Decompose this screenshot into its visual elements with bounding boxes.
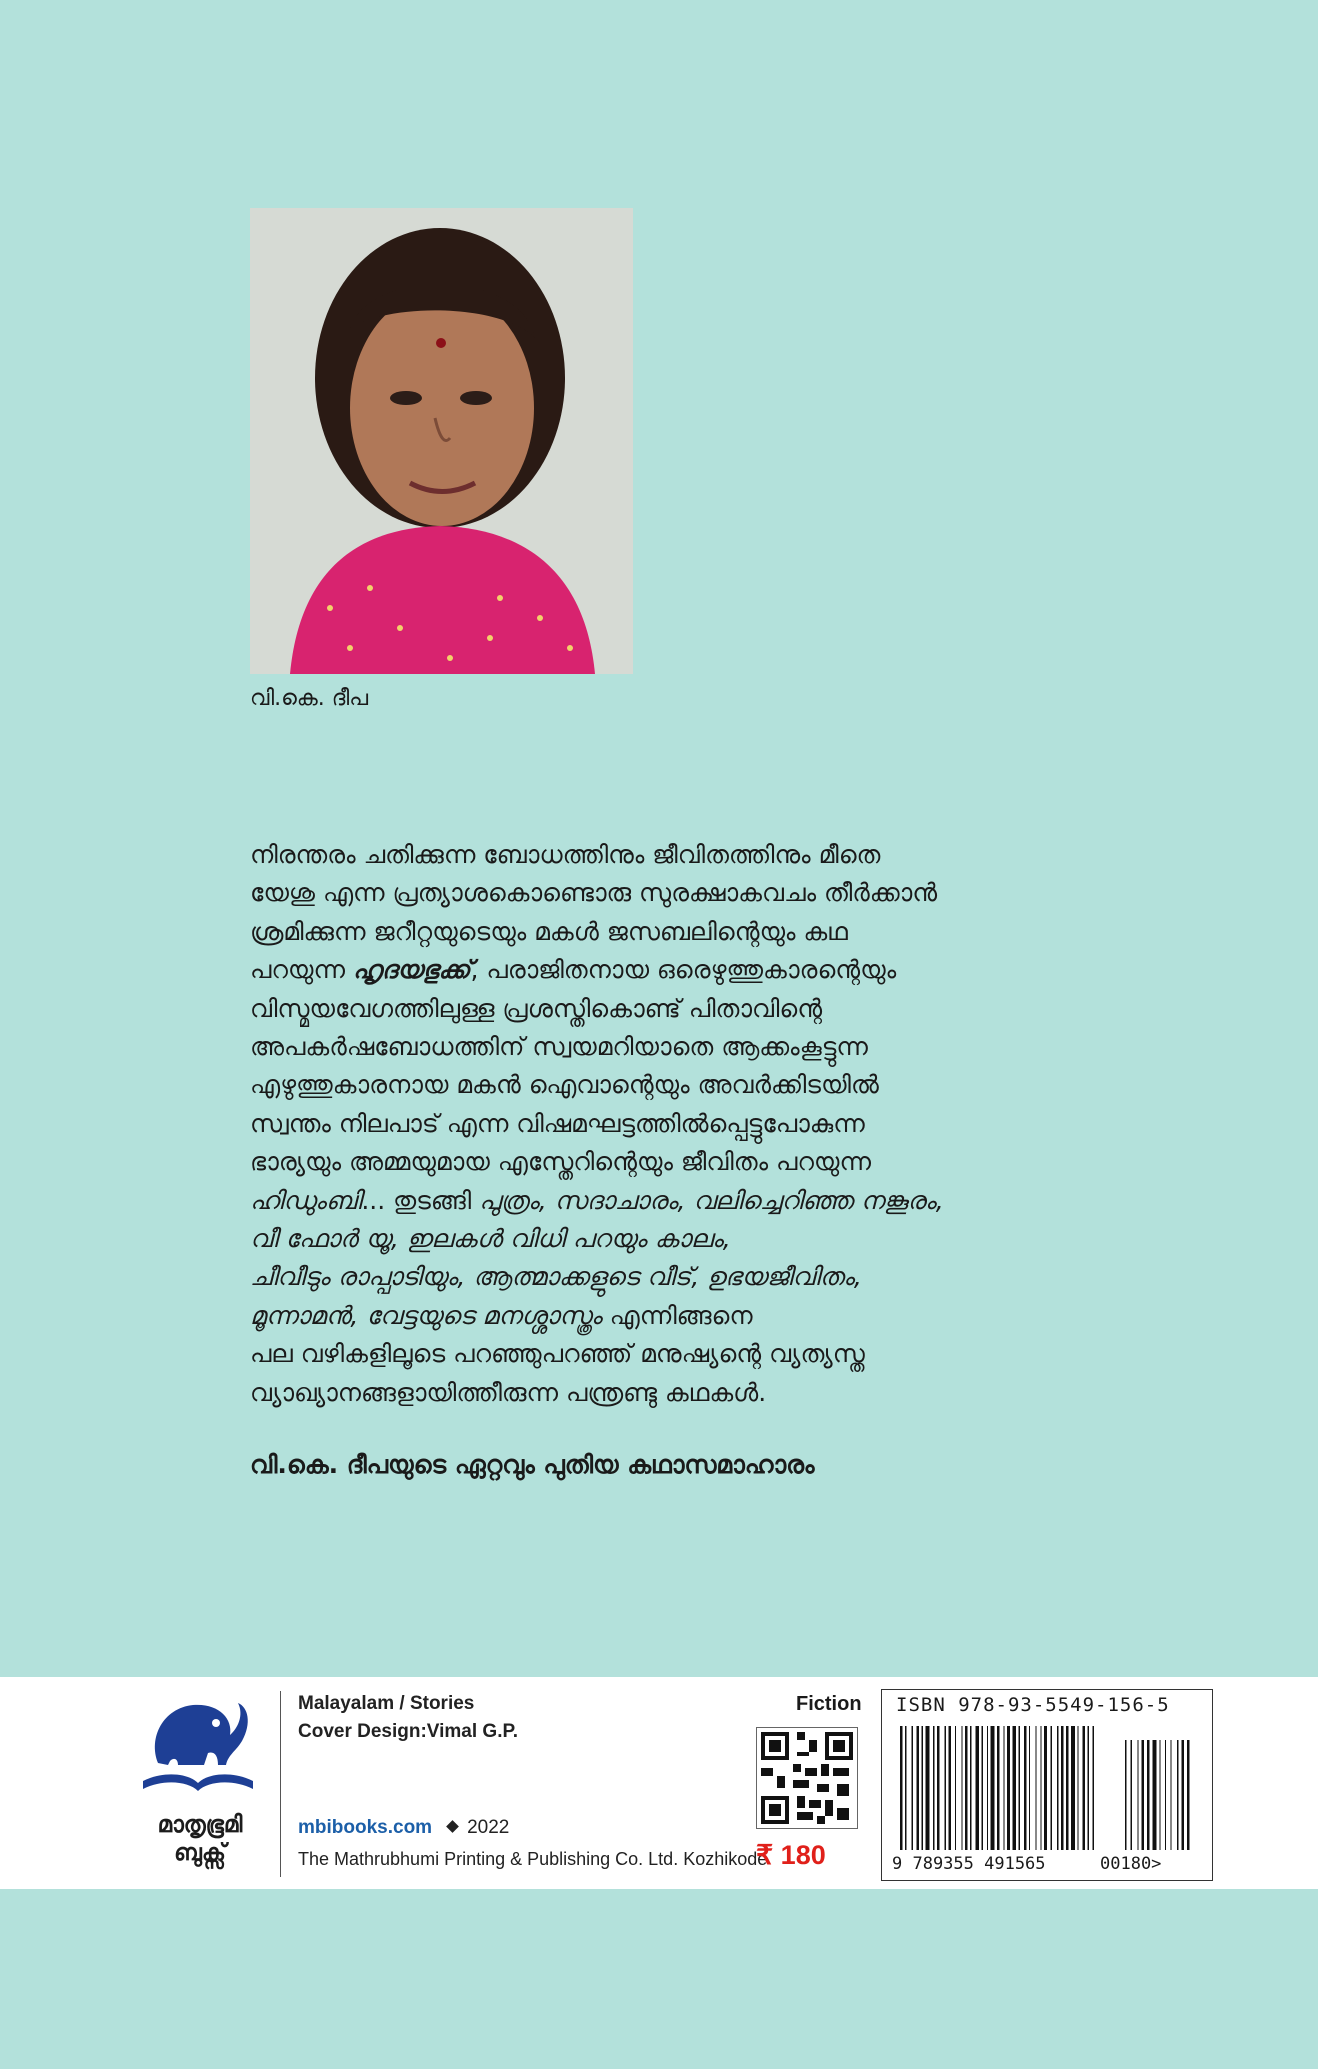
blurb-line [250,1258,1130,1296]
barcode-bar [1024,1726,1027,1850]
genre-label: Fiction [796,1693,862,1715]
footer-divider [280,1691,281,1877]
barcode-bar [1159,1740,1160,1850]
website-link[interactable]: mbibooks.com [298,1817,433,1838]
barcode-bar [1147,1740,1150,1850]
blurb-text: ... തുടങ്ങി [361,1185,480,1215]
barcode-digits: 9 789355 491565 [892,1854,1046,1874]
blurb-line [250,951,1130,989]
barcode-bar [1066,1726,1069,1850]
author-caption: വി.കെ. ദീപ [250,686,369,711]
barcode-bar [1003,1726,1004,1850]
barcode-bar [975,1726,979,1850]
barcode-bar [1093,1726,1094,1850]
barcode-bar [1181,1740,1184,1850]
barcode-bar [961,1726,962,1850]
qr-code-icon[interactable] [756,1727,858,1829]
blurb-text: പറയുന്ന [250,955,353,985]
barcode-bar [1077,1726,1078,1850]
barcode-bar [949,1726,952,1850]
blurb-line: വ്യാഖ്യാനങ്ങളായിത്തീരുന്ന പന്ത്രണ്ടു കഥകൾ. [250,1377,767,1407]
barcode-bar [937,1726,940,1850]
price-label: ₹ 180 [756,1840,826,1870]
tagline: വി.കെ. ദീപയുടെ ഏറ്റവും പുതിയ കഥാസമാഹാരം [250,1450,815,1479]
barcode-bar [955,1726,956,1850]
story-title: പുത്രം, സദാചാരം, വലിച്ചെറിഞ്ഞ നങ്കൂരം, [479,1185,944,1215]
blurb [250,836,1130,1412]
blurb-line: എഴുത്തുകാരനായ മകൻ ഐവാന്റെയും അവർക്കിടയിൽ [250,1070,879,1100]
isbn-barcode-box [881,1689,1213,1881]
blurb-line: വിസ്മയവേഗത്തിലുള്ള പ്രശസ്തികൊണ്ട് പിതാവിന്റെ [250,993,823,1023]
barcode-bar [1125,1740,1126,1850]
barcode-bar [1029,1726,1030,1850]
category-label: Malayalam / Stories [298,1693,475,1714]
barcode-bar [987,1726,988,1850]
barcode-bar [945,1726,946,1850]
barcode-bar [1051,1726,1052,1850]
barcode-bar [970,1726,971,1850]
barcode-bar [1170,1740,1171,1850]
barcode-bar [1153,1740,1157,1850]
publisher-name: The Mathrubhumi Printing & Publishing Co. Ltd. Kozhikode [298,1849,768,1869]
barcode-bar [905,1726,906,1850]
barcode-bar [917,1726,920,1850]
logo-line: ബുക്സ് [174,1840,226,1866]
blurb-text: എന്നിങ്ങനെ [601,1300,753,1330]
blurb-line: യേശു എന്ന പ്രത്യാശകൊണ്ടൊരു സുരക്ഷാകവചം തീർക്കാൻ [250,878,938,908]
barcode-bar [1187,1740,1190,1850]
isbn-number: ISBN 978-93-5549-156-5 [896,1694,1170,1716]
story-title: ചീവീടും രാപ്പാടിയും, ആത്മാക്കളുടെ വീട്, ഉഭയജീവിതം, [250,1262,862,1292]
blurb-line [250,1220,1130,1258]
barcode-icon [900,1726,1200,1856]
blurb-line: പല വഴികളിലൂടെ പറഞ്ഞുപറഞ്ഞ് മനുഷ്യന്റെ വ്യത്യസ്ത [250,1339,865,1369]
barcode-bar [922,1726,923,1850]
diamond-icon [446,1820,459,1833]
barcode-bar [1083,1726,1086,1850]
blurb-line: നിരന്തരം ചതിക്കുന്ന ബോധത്തിനും ജീവിതത്തിനും മീതെ [250,840,881,869]
barcode-bar [1165,1740,1166,1850]
barcode-bar [1061,1726,1064,1850]
barcode-bar [1088,1726,1089,1850]
blurb-text: , പരാജിതനായ ഒരെഴുത്തുകാരന്റെയും [470,955,897,985]
story-title: ഹിഡുംബി [250,1185,362,1215]
blurb-line [250,1297,1130,1335]
barcode-bar [991,1726,995,1850]
barcode-bar [1035,1726,1036,1850]
publication-year: 2022 [467,1817,510,1838]
barcode-bar [1057,1726,1058,1850]
barcode-bar [997,1726,1000,1850]
story-title: വീ ഫോർ യൂ, ഇലകൾ വിധി പറയും കാലം, [250,1224,731,1254]
footer-band [0,1677,1318,1889]
story-title: മൂന്നാമൻ, വേട്ടയുടെ മനശ്ശാസ്ത്രം [250,1300,602,1330]
barcode-bar [1131,1740,1132,1850]
barcode-bar [1007,1726,1010,1850]
cover-design-credit: Cover Design:Vimal G.P. [298,1721,518,1742]
barcode-bar [1177,1740,1178,1850]
barcode-bar [965,1726,968,1850]
elephant-book-logo-icon [138,1693,258,1803]
barcode-bar [1071,1726,1075,1850]
barcode-bar [912,1726,913,1850]
barcode-bar [1012,1726,1016,1850]
author-photo [250,208,633,674]
logo-line: മാതൃഭൂമി [157,1812,243,1838]
story-title: ഹൃദയഭുക്ക് [352,955,471,985]
barcode-bar [900,1726,903,1850]
barcode-bar [1142,1740,1145,1850]
website-line [298,1817,509,1839]
publisher-logo-text [130,1811,270,1867]
author-portrait-illustration [250,208,633,674]
barcode-bar [933,1726,934,1850]
barcode-bar [982,1726,983,1850]
addon-digits: 00180> [1100,1854,1162,1874]
blurb-line [250,1182,1130,1220]
barcode-bar [1044,1726,1047,1850]
blurb-line: അപകർഷബോധത്തിന് സ്വയമറിയാതെ ആക്കംകൂട്ടുന്ന [250,1032,868,1062]
barcode-bar [1137,1740,1138,1850]
blurb-line: ഭാര്യയും അമ്മയുമായ എസ്തേറിന്റെയും ജീവിതം പറയുന്ന [250,1147,871,1177]
barcode-bar [1019,1726,1020,1850]
barcode-bar [926,1726,930,1850]
blurb-line: ശ്രമിക്കുന്ന ജറീറ്റയുടെയും മകൾ ജസബലിന്റെയും കഥ [250,916,848,946]
blurb-line: സ്വന്തം നിലപാട് എന്ന വിഷമഘട്ടത്തിൽപ്പെട്ടുപോകുന്ന [250,1108,865,1138]
barcode-bar [1040,1726,1041,1850]
